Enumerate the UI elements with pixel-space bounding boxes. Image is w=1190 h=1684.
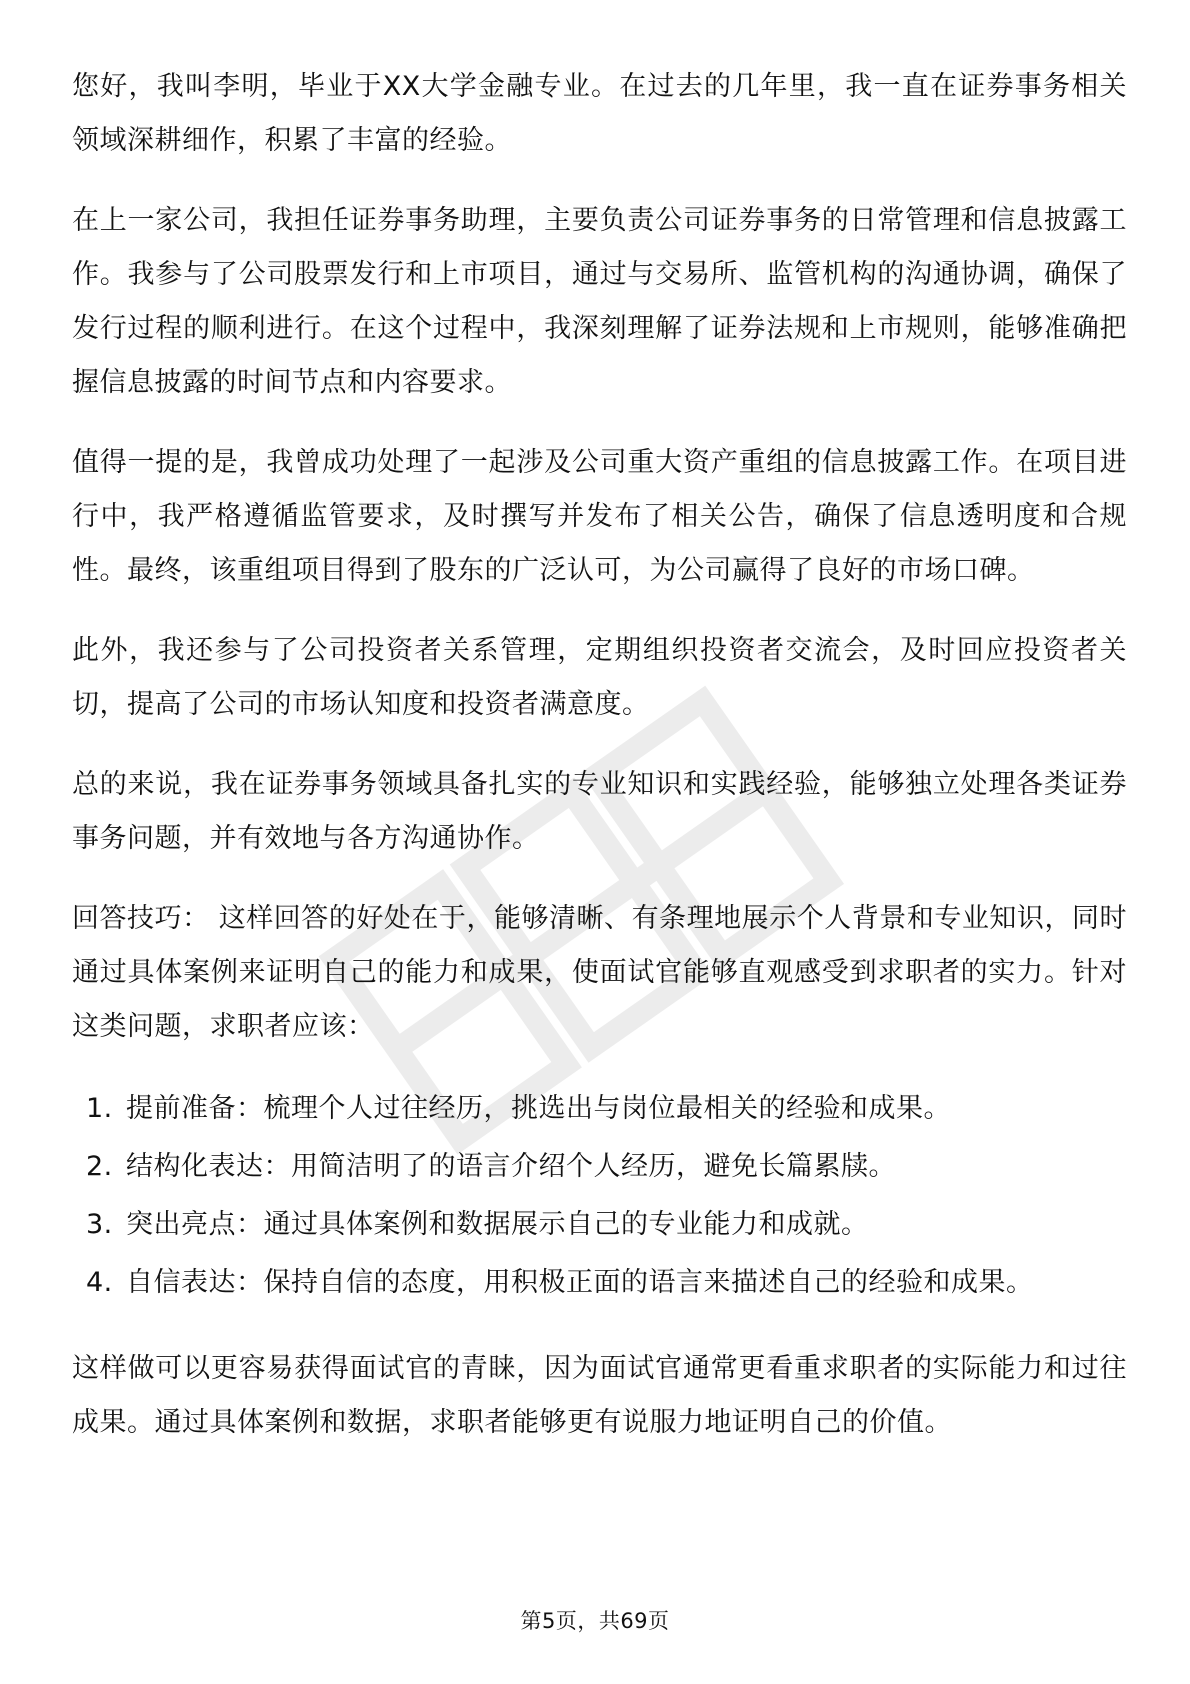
list-item-text: 突出亮点：通过具体案例和数据展示自己的专业能力和成就。 <box>126 1209 869 1240</box>
paragraph-intro: 您好，我叫李明，毕业于XX大学金融专业。在过去的几年里，我一直在证券事务相关领域深耕细作，积累了丰富的经验。 <box>72 71 1127 156</box>
list-item-text: 提前准备：梳理个人过往经历，挑选出与岗位最相关的经验和成果。 <box>126 1093 951 1124</box>
tips-list <box>72 1080 1127 1312</box>
list-item-number: 1. <box>86 1093 113 1124</box>
list-item-number: 4. <box>86 1267 113 1298</box>
paragraph-restructuring-case: 值得一提的是，我曾成功处理了一起涉及公司重大资产重组的信息披露工作。在项目进行中，我严格遵循监管要求，及时撰写并发布了相关公告，确保了信息透明度和合规性。最终，该重组项目得到了股东的广泛认可，为公司赢得了良好的市场口碑。 <box>72 447 1127 586</box>
list-item-text: 自信表达：保持自信的态度，用积极正面的语言来描述自己的经验和成果。 <box>126 1267 1034 1298</box>
list-item <box>72 1196 1127 1254</box>
paragraph-summary: 总的来说，我在证券事务领域具备扎实的专业知识和实践经验，能够独立处理各类证券事务问题，并有效地与各方沟通协作。 <box>72 769 1127 854</box>
page-number: 第5页，共69页 <box>520 1609 670 1633</box>
paragraph-investor-relations: 此外，我还参与了公司投资者关系管理，定期组织投资者交流会，及时回应投资者关切，提高了公司的市场认知度和投资者满意度。 <box>72 635 1127 720</box>
list-item-number: 3. <box>86 1209 113 1240</box>
paragraph-answer-tips: 回答技巧： 这样回答的好处在于，能够清晰、有条理地展示个人背景和专业知识，同时通过具体案例来证明自己的能力和成果，使面试官能够直观感受到求职者的实力。针对这类问题，求职者应该： <box>72 903 1127 1042</box>
page-content <box>72 60 1127 1476</box>
list-item <box>72 1080 1127 1138</box>
list-item <box>72 1254 1127 1312</box>
paragraph-closing: 这样做可以更容易获得面试官的青睐，因为面试官通常更看重求职者的实际能力和过往成果。通过具体案例和数据，求职者能够更有说服力地证明自己的价值。 <box>72 1353 1127 1438</box>
list-item-number: 2. <box>86 1151 113 1182</box>
list-item-text: 结构化表达：用简洁明了的语言介绍个人经历，避免长篇累牍。 <box>126 1151 896 1182</box>
paragraph-previous-job: 在上一家公司，我担任证券事务助理，主要负责公司证券事务的日常管理和信息披露工作。我参与了公司股票发行和上市项目，通过与交易所、监管机构的沟通协调，确保了发行过程的顺利进行。在这个过程中，我深刻理解了证券法规和上市规则，能够准确把握信息披露的时间节点和内容要求。 <box>72 205 1127 398</box>
list-item <box>72 1138 1127 1196</box>
